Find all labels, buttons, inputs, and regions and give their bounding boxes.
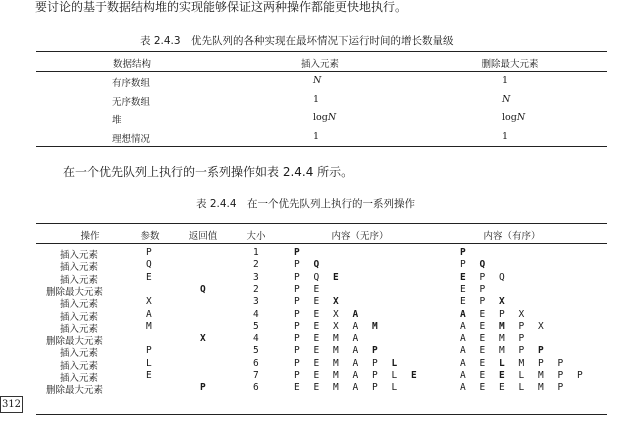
table2-ordered-item: M bbox=[499, 333, 505, 345]
table2-cell-arg: E bbox=[146, 271, 152, 283]
table2-unordered-item: P bbox=[294, 259, 300, 271]
table2-header-rule bbox=[36, 243, 607, 244]
table2-cell-ret: Q bbox=[200, 283, 206, 295]
table1-cell-structure: 有序数组 bbox=[112, 78, 151, 89]
table2-ordered-item: E bbox=[479, 320, 486, 332]
table2-unordered-item: M bbox=[333, 357, 339, 369]
table2-header-size: 大小 bbox=[246, 231, 266, 242]
table2-ordered-item: P bbox=[499, 308, 505, 320]
table2-ordered-item: L bbox=[499, 357, 505, 369]
table2-unordered-item: P bbox=[294, 370, 300, 381]
table2-ordered-item: P bbox=[538, 357, 544, 369]
table2-cell-arg: E bbox=[146, 370, 152, 381]
table2-cell-arg: M bbox=[146, 320, 152, 332]
table2-cell-size: 4 bbox=[253, 308, 259, 320]
table2-unordered-item: A bbox=[352, 320, 359, 332]
table2-ordered-item: A bbox=[460, 370, 466, 381]
table2-cell-size: 6 bbox=[253, 382, 259, 394]
table2-ordered-item: E bbox=[479, 382, 486, 394]
table2-unordered-item: E bbox=[313, 382, 320, 394]
table2-unordered-item: E bbox=[313, 320, 320, 332]
table2-unordered-item: P bbox=[372, 357, 378, 369]
table1-cell-structure: 理想情况 bbox=[112, 133, 151, 145]
table2-unordered-item: L bbox=[391, 382, 398, 394]
table2-ordered-item: P bbox=[518, 333, 525, 345]
table2-cell-size: 1 bbox=[253, 247, 259, 258]
table2-ordered-item: P bbox=[577, 370, 583, 381]
table2-unordered-item: P bbox=[294, 247, 300, 258]
table1-cell-insert: logN bbox=[313, 112, 337, 123]
table2-cell-op: 插入元素 bbox=[60, 274, 99, 286]
table2-unordered-item: A bbox=[352, 370, 359, 381]
table2-unordered-item: E bbox=[313, 357, 320, 369]
table2-header-unordered: 内容（无序） bbox=[331, 231, 389, 242]
table2-unordered-item: M bbox=[372, 320, 378, 332]
table2-cell-size: 2 bbox=[253, 283, 259, 295]
table2-cell-op: 插入元素 bbox=[60, 348, 99, 360]
table2-ordered-item: P bbox=[479, 271, 486, 283]
table2-cell-size: 3 bbox=[253, 271, 259, 283]
table2-ordered-item: E bbox=[460, 296, 466, 308]
table2-unordered-item: P bbox=[372, 370, 378, 381]
table2-ordered-item: E bbox=[479, 370, 486, 381]
table1-caption: 表 2.4.3 优先队列的各种实现在最坏情况下运行时间的增长数量级 bbox=[140, 35, 454, 47]
table2-unordered-item: A bbox=[352, 382, 359, 394]
table2-unordered-item: E bbox=[313, 333, 320, 345]
table2-header-ret: 返回值 bbox=[188, 231, 218, 242]
table2-cell-op: 插入元素 bbox=[60, 360, 99, 372]
table2-unordered-item: E bbox=[333, 271, 339, 283]
table1-cell-structure: 堆 bbox=[112, 115, 122, 126]
table2-top-rule bbox=[36, 223, 607, 224]
table2-ordered-item: P bbox=[479, 283, 486, 295]
table2-ordered-item: P bbox=[460, 259, 466, 271]
table2-ordered-item: A bbox=[460, 320, 466, 332]
table2-unordered-item: P bbox=[294, 308, 300, 320]
table2-unordered-item: M bbox=[333, 382, 339, 394]
table2-unordered-item: P bbox=[294, 296, 300, 308]
table2-ordered-item: E bbox=[479, 308, 486, 320]
table2-unordered-item: A bbox=[352, 357, 359, 369]
table2-ordered-item: A bbox=[460, 308, 466, 320]
table2-unordered-item: A bbox=[352, 308, 359, 320]
table1-cell-delmax: N bbox=[502, 93, 511, 105]
table2-ordered-item: P bbox=[538, 345, 544, 357]
table2-cell-ret: P bbox=[200, 382, 206, 394]
table2-cell-arg: P bbox=[146, 345, 152, 357]
table2-cell-size: 3 bbox=[253, 296, 259, 308]
table2-ordered-item: A bbox=[460, 357, 466, 369]
table2-cell-size: 5 bbox=[253, 320, 259, 332]
table2-cell-arg: X bbox=[146, 296, 152, 308]
table2-ordered-item: M bbox=[499, 345, 505, 357]
table2-ordered-item: E bbox=[479, 345, 486, 357]
table2-ordered-item: P bbox=[479, 296, 486, 308]
table2-ordered-item: L bbox=[518, 370, 525, 381]
table2-ordered-item: M bbox=[538, 370, 544, 381]
table2-cell-op: 插入元素 bbox=[60, 311, 99, 323]
table2-cell-arg: P bbox=[146, 247, 152, 258]
table2-ordered-item: A bbox=[460, 382, 466, 394]
table2-unordered-item: P bbox=[294, 283, 300, 295]
table2-cell-arg: L bbox=[146, 357, 152, 369]
table2-cell-op: 删除最大元素 bbox=[46, 286, 104, 298]
table2-ordered-item: E bbox=[499, 382, 505, 394]
table2-unordered-item: P bbox=[294, 320, 300, 332]
page-number: 312 bbox=[0, 396, 23, 413]
table1-cell-delmax: logN bbox=[502, 112, 526, 123]
table2-ordered-item: P bbox=[557, 357, 564, 369]
table2-ordered-item: P bbox=[518, 320, 525, 332]
table2-unordered-item: M bbox=[333, 345, 339, 357]
table2-cell-op: 删除最大元素 bbox=[46, 385, 104, 397]
table2-ordered-item: P bbox=[460, 247, 466, 258]
table2-unordered-item: X bbox=[333, 308, 339, 320]
table2-ordered-item: P bbox=[557, 370, 564, 381]
table2-cell-size: 2 bbox=[253, 259, 259, 271]
table2-cell-size: 5 bbox=[253, 345, 259, 357]
table2-cell-op: 插入元素 bbox=[60, 323, 99, 335]
table2-unordered-item: E bbox=[313, 370, 320, 381]
table2-ordered-item: P bbox=[518, 345, 525, 357]
table2-unordered-item: E bbox=[313, 308, 320, 320]
table2-ordered-item: E bbox=[460, 283, 466, 295]
table2-cell-size: 6 bbox=[253, 357, 259, 369]
table1-cell-delmax: 1 bbox=[502, 130, 509, 142]
table1-header-delmax: 删除最大元素 bbox=[481, 59, 539, 70]
table2-unordered-item: A bbox=[352, 345, 359, 357]
table2-ordered-item: X bbox=[499, 296, 505, 308]
table2-header-arg: 参数 bbox=[140, 231, 160, 242]
table2-ordered-item: X bbox=[518, 308, 525, 320]
table2-unordered-item: Q bbox=[313, 271, 320, 283]
table1-header-structure: 数据结构 bbox=[112, 59, 151, 70]
table2-ordered-item: M bbox=[538, 382, 544, 394]
table2-unordered-item: A bbox=[352, 333, 359, 345]
table2-ordered-item: E bbox=[460, 271, 466, 283]
middle-paragraph: 在一个优先队列上执行的一系列操作如表 2.4.4 所示。 bbox=[63, 165, 354, 179]
table2-cell-op: 插入元素 bbox=[60, 250, 99, 261]
table2-unordered-item: X bbox=[333, 296, 339, 308]
table2-unordered-item: P bbox=[372, 382, 378, 394]
table2-unordered-item: E bbox=[313, 345, 320, 357]
table2-unordered-item: P bbox=[294, 271, 300, 283]
table2-unordered-item: L bbox=[391, 370, 398, 381]
table2-header-ordered: 内容（有序） bbox=[483, 231, 541, 242]
table2-unordered-item: L bbox=[391, 357, 398, 369]
table2-cell-ret: X bbox=[200, 333, 206, 345]
table2-unordered-item: P bbox=[294, 333, 300, 345]
table2-ordered-item: Q bbox=[479, 259, 486, 271]
table1-bottom-rule bbox=[36, 146, 607, 147]
table2-ordered-item: X bbox=[538, 320, 544, 332]
table2-ordered-item: Q bbox=[499, 271, 505, 283]
table1-cell-insert: N bbox=[313, 75, 322, 86]
table1-top-rule bbox=[36, 51, 607, 52]
table2-cell-op: 插入元素 bbox=[60, 373, 99, 384]
table2-bottom-rule bbox=[36, 414, 607, 415]
table2-unordered-item: X bbox=[333, 320, 339, 332]
table2-caption: 表 2.4.4 在一个优先队列上执行的一系列操作 bbox=[196, 198, 416, 210]
table2-ordered-item: A bbox=[460, 333, 466, 345]
table2-unordered-item: E bbox=[313, 283, 320, 295]
table2-unordered-item: P bbox=[294, 357, 300, 369]
table2-unordered-item: E bbox=[411, 370, 417, 381]
table2-ordered-item: P bbox=[557, 382, 564, 394]
table1-cell-delmax: 1 bbox=[502, 75, 509, 86]
table2-header-op: 操作 bbox=[80, 231, 100, 242]
table2-unordered-item: M bbox=[333, 333, 339, 345]
table1-cell-insert: 1 bbox=[313, 130, 320, 142]
table2-cell-op: 插入元素 bbox=[60, 299, 99, 311]
table1-header-insert: 插入元素 bbox=[300, 59, 339, 70]
table2-ordered-item: E bbox=[479, 333, 486, 345]
table2-cell-op: 插入元素 bbox=[60, 262, 99, 274]
table2-unordered-item: Q bbox=[313, 259, 320, 271]
table2-ordered-item: A bbox=[460, 345, 466, 357]
table2-unordered-item: E bbox=[313, 296, 320, 308]
table2-cell-op: 删除最大元素 bbox=[46, 336, 104, 348]
table2-unordered-item: P bbox=[372, 345, 378, 357]
table2-cell-size: 4 bbox=[253, 333, 259, 345]
intro-paragraph: 要讨论的基于数据结构堆的实现能够保证这两种操作都能更快地执行。 bbox=[35, 0, 408, 14]
table2-ordered-item: E bbox=[479, 357, 486, 369]
table1-header-rule bbox=[36, 71, 607, 72]
table1-cell-insert: 1 bbox=[313, 93, 320, 105]
table2-cell-arg: Q bbox=[146, 259, 152, 271]
table2-ordered-item: M bbox=[518, 357, 525, 369]
table1-cell-structure: 无序数组 bbox=[112, 96, 151, 108]
table2-ordered-item: E bbox=[499, 370, 505, 381]
table2-cell-arg: A bbox=[146, 308, 152, 320]
table2-cell-size: 7 bbox=[253, 370, 259, 381]
table2-ordered-item: M bbox=[499, 320, 505, 332]
table2-ordered-item: L bbox=[518, 382, 525, 394]
table2-unordered-item: E bbox=[294, 382, 300, 394]
table2-unordered-item: P bbox=[294, 345, 300, 357]
table2-unordered-item: M bbox=[333, 370, 339, 381]
